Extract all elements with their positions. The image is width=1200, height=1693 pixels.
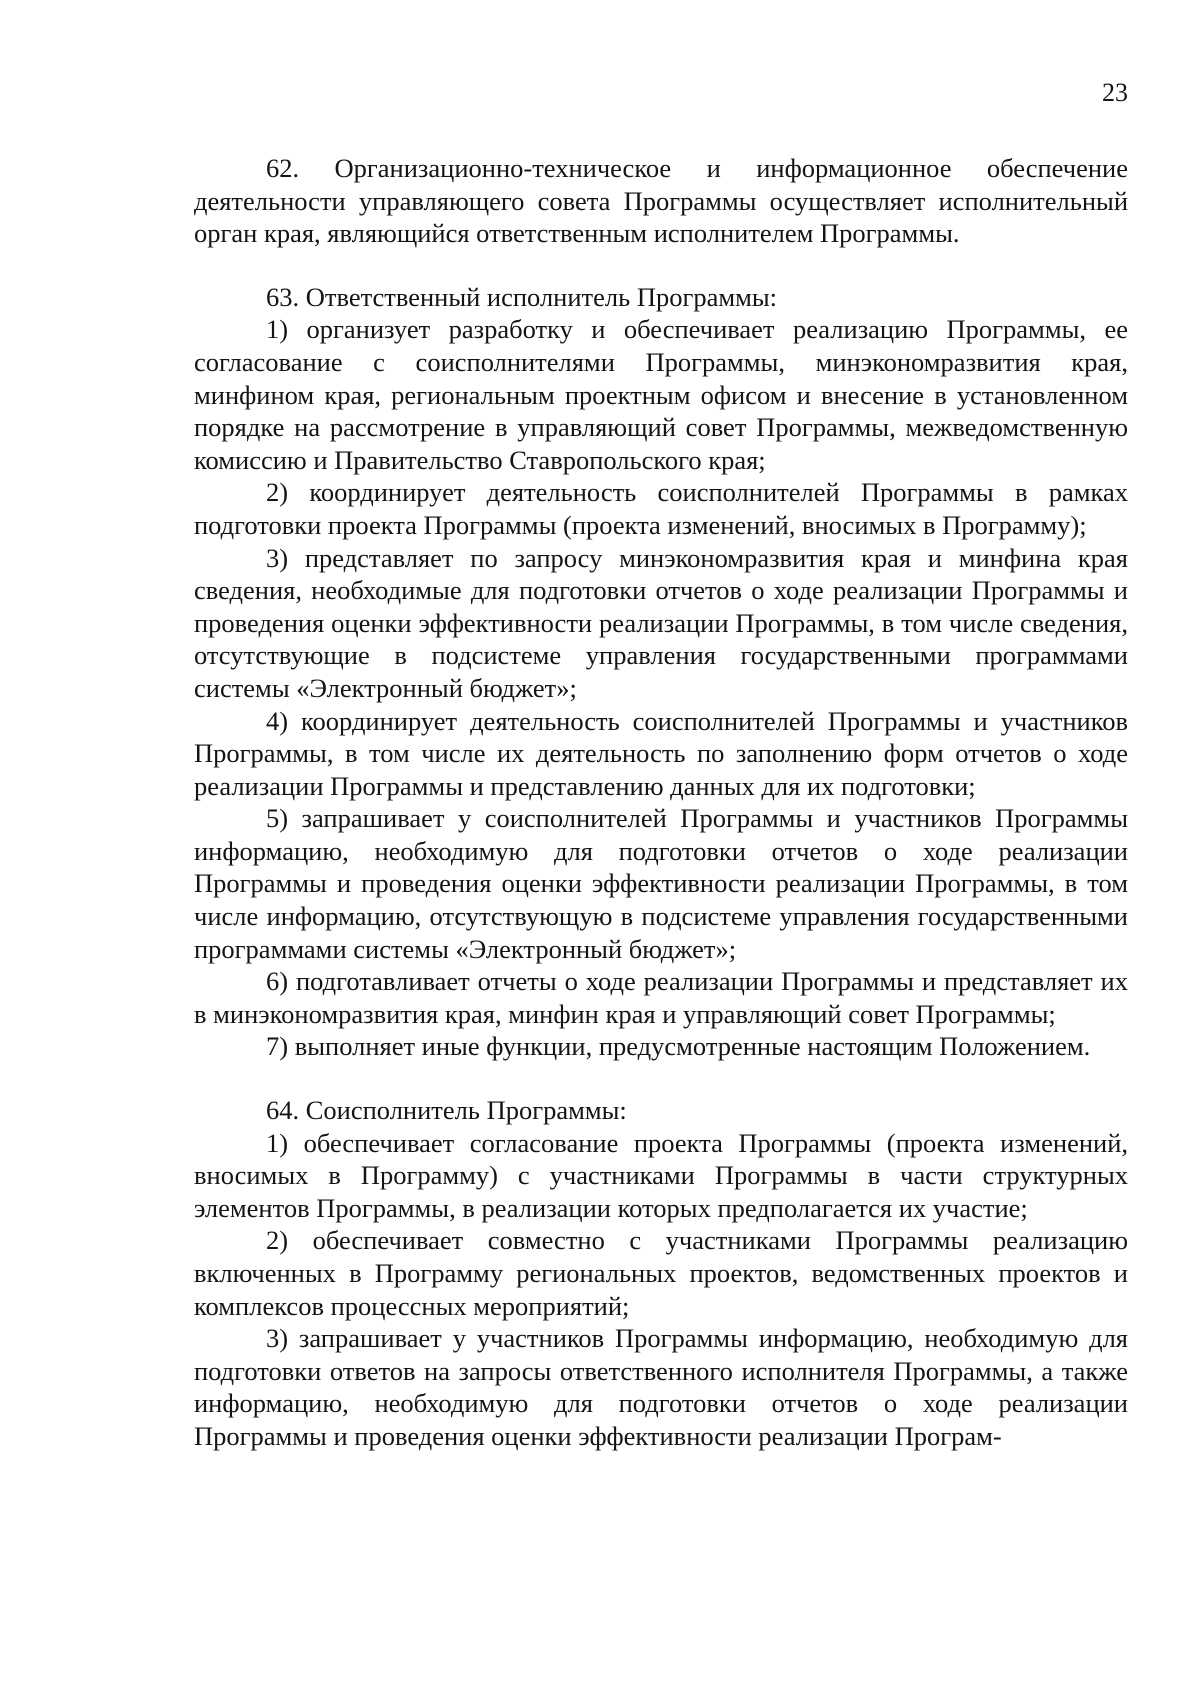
paragraph-63-item-3: 3) представляет по запросу минэкономразвития края и минфина края сведения, необходимые для подготовки отчетов о ходе реализации Программы и проведения оценки эффективности реализации Программы, в том числе сведения, отсутствующие в подсистеме управления государственными программами системы «Электронный бюджет»; [194,542,1128,703]
document-body [194,152,1128,1453]
paragraph-64-item-2: 2) обеспечивает совместно с участниками Программы реализацию включенных в Программу региональных проектов, ведомственных проектов и комплексов процессных мероприятий; [194,1225,1128,1321]
paragraph-63-item-5: 5) запрашивает у соисполнителей Программы и участников Программы информацию, необходимую для подготовки отчетов о ходе реализации Программы и проведения оценки эффективности реализации Программы, в том числе информацию, отсутствующую в подсистеме управления государственными программами системы «Электронный бюджет»; [194,803,1128,964]
paragraph-63-heading: 63. Ответственный исполнитель Программы: [266,281,778,312]
paragraph-63-item-1: 1) организует разработку и обеспечивает реализацию Программы, ее согласование с соисполнителями Программы, минэкономразвития края, минфином края, региональным проектным офисом и внесение в установленном порядке на рассмотрение в управляющий совет Программы, межведомственную комиссию и Правительство Ставропольского края; [194,314,1128,475]
paragraph-64-heading: 64. Соисполнитель Программы: [266,1095,627,1126]
section-gap [194,250,1128,281]
paragraph-63-item-4: 4) координирует деятельность соисполнителей Программы и участников Программы, в том числе их деятельность по заполнению форм отчетов о ходе реализации Программы и представлению данных для их подготовки; [194,705,1128,801]
section-gap [194,1063,1128,1094]
paragraph-64-item-1: 1) обеспечивает согласование проекта Программы (проекта изменений, вносимых в Программу) с участниками Программы в части структурных элементов Программы, в реализации которых предполагается их участие; [194,1127,1128,1223]
paragraph-63-item-2: 2) координирует деятельность соисполнителей Программы в рамках подготовки проекта Программы (проекта изменений, вносимых в Программу); [194,477,1128,540]
paragraph-64-item-3: 3) запрашивает у участников Программы информацию, необходимую для подготовки ответов на запросы ответственного исполнителя Программы, а также информацию, необходимую для подготовки отчетов о ходе реализации Программы и проведения оценки эффективности реализации Програм- [194,1323,1128,1451]
paragraph-63-item-6: 6) подготавливает отчеты о ходе реализации Программы и представляет их в минэкономразвития края, минфин края и управляющий совет Программы; [194,966,1128,1029]
paragraph-62: 62. Организационно-техническое и информационное обеспечение деятельности управляющего совета Программы осуществляет исполнительный орган края, являющийся ответственным исполнителем Программы. [194,153,1128,249]
paragraph-63-item-7: 7) выполняет иные функции, предусмотренные настоящим Положением. [266,1031,1091,1062]
page-number: 23 [1102,78,1128,107]
